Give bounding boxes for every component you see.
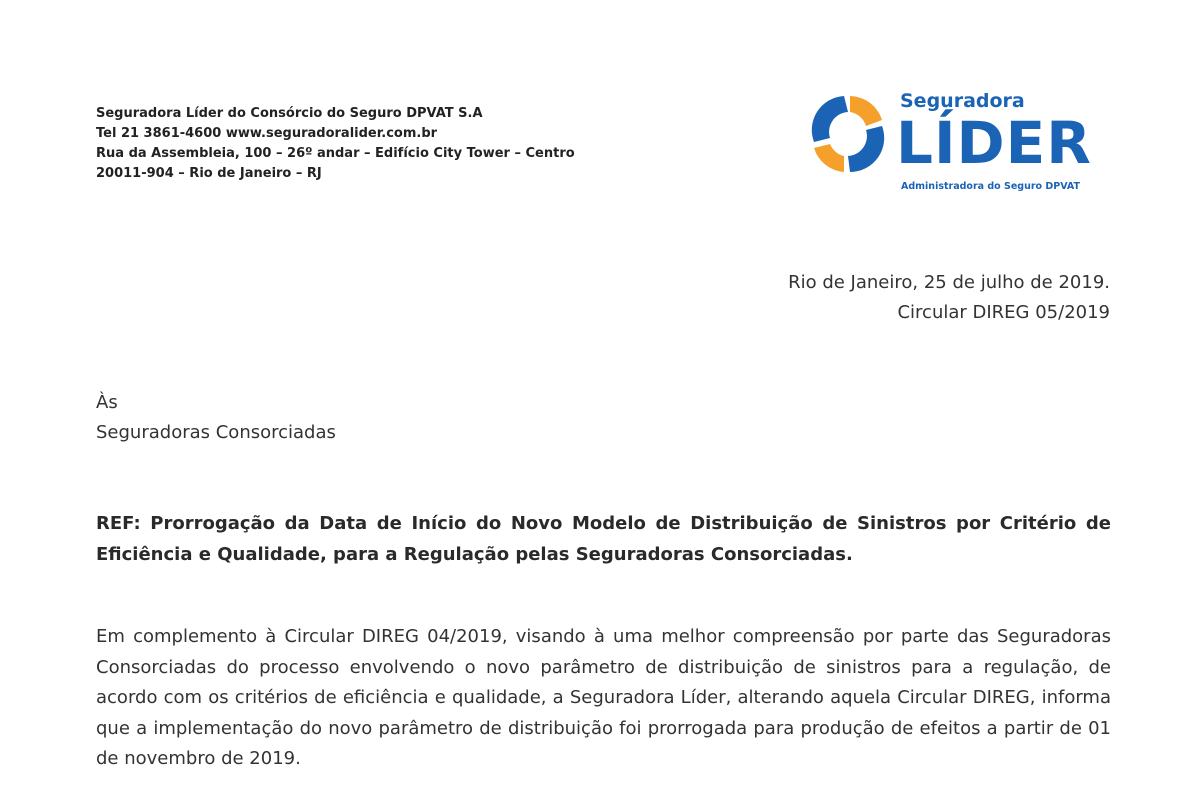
circular-id: Circular DIREG 05/2019 xyxy=(897,302,1110,323)
sender-block xyxy=(96,104,575,184)
logo-tagline: Administradora do Seguro DPVAT xyxy=(901,181,1081,192)
logo-top-text: Seguradora xyxy=(900,90,1025,112)
reference-subject: REF: Prorrogação da Data de Início do Novo Modelo de Distribuição de Sinistros por Critério de Eficiência e Qualidade, para a Regulação pelas Seguradoras Consorciadas. xyxy=(96,513,1111,565)
sender-contact: Tel 21 3861-4600 www.seguradoralider.com.br xyxy=(96,126,438,141)
date-line: Rio de Janeiro, 25 de julho de 2019. xyxy=(788,272,1110,293)
recipient-line-2: Seguradoras Consorciadas xyxy=(96,422,336,443)
logo-emblem-icon xyxy=(804,86,894,186)
date-block xyxy=(788,268,1110,328)
recipient-line-1: Às xyxy=(96,392,118,413)
sender-address: Rua da Assembleia, 100 – 26º andar – Edifício City Tower – Centro xyxy=(96,146,575,161)
sender-city: 20011-904 – Rio de Janeiro – RJ xyxy=(96,166,322,181)
recipient-block xyxy=(96,388,336,448)
sender-company: Seguradora Líder do Consórcio do Seguro DPVAT S.A xyxy=(96,106,483,121)
seguradora-lider-logo xyxy=(804,86,1094,196)
body-paragraph: Em complemento à Circular DIREG 04/2019, visando à uma melhor compreensão por parte das Seguradoras Consorciadas do processo envolvendo o novo parâmetro de distribuição de sinistros para a regulação, de acordo com os critérios de eficiência e qualidade, a Seguradora Líder, alterando aquela Circular DIREG, informa que a implementação do novo parâmetro de distribuição foi prorrogada para produção de efeitos a partir de 01 de novembro de 2019. xyxy=(96,626,1111,769)
logo-main-text: LÍDER xyxy=(896,109,1092,177)
